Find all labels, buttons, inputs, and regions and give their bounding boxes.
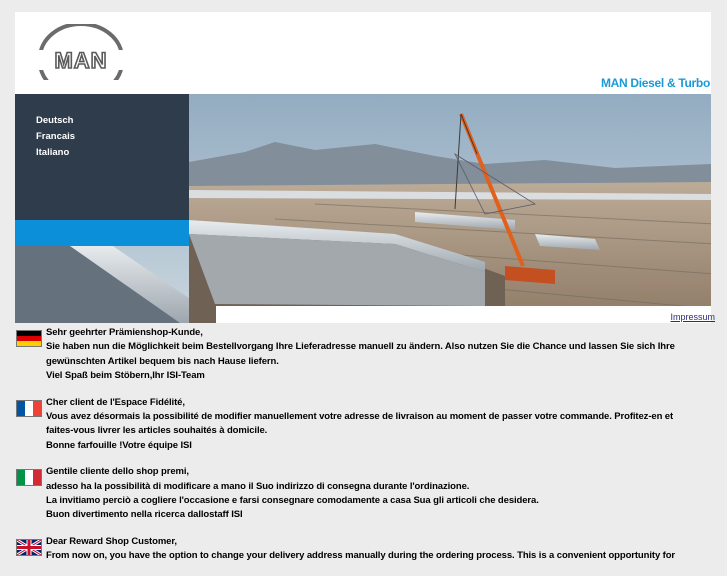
message-line: Dear Reward Shop Customer,: [46, 535, 177, 547]
language-item-italiano[interactable]: Italiano: [36, 147, 70, 158]
message-line: Sie haben nun die Möglichkeit beim Bestellvorgang Ihre Lieferadresse manuell zu ändern. Also nutzen Sie die Chance und lassen Sie sich Ihre: [46, 341, 675, 353]
uk-flag-icon: [16, 539, 42, 556]
message-line: faites-vous livrer les articles souhaités à domicile.: [46, 425, 268, 437]
message-french: [15, 396, 715, 454]
impressum-link[interactable]: Impressum: [670, 312, 715, 322]
message-line: Gentile cliente dello shop premi,: [46, 466, 189, 478]
language-item-deutsch[interactable]: Deutsch: [36, 115, 74, 126]
man-logo-icon: [35, 24, 127, 80]
message-italian: [15, 465, 715, 523]
language-menu: [15, 94, 189, 220]
accent-bar: [15, 220, 189, 246]
message-line: Vous avez désormais la possibilité de modifier manuellement votre adresse de livraison au moment de passer votre commande. Profitez-en et: [46, 411, 674, 423]
message-line: Buon divertimento nella ricerca dallostaff ISI: [46, 509, 243, 521]
message-line: From now on, you have the option to change your delivery address manually during the ordering process. This is a convenient opportunity for: [46, 550, 676, 562]
page-header: [15, 12, 711, 94]
brand-name: MAN Diesel & Turbo: [600, 76, 710, 90]
message-line: gewünschten Artikel bequem bis nach Hause liefern.: [46, 355, 279, 367]
message-english: [15, 535, 715, 564]
italy-flag-icon: [16, 469, 42, 486]
logo-text: MAN: [54, 48, 108, 73]
message-line: adesso ha la possibilità di modificare a mano il Suo indirizzo di consegna durante l'ordinazione.: [46, 480, 470, 492]
germany-flag-icon: [16, 330, 42, 347]
hero-image: [15, 94, 711, 323]
message-line: Sehr geehrter Prämienshop-Kunde,: [46, 327, 203, 338]
message-line: La invitiamo perciò a cogliere l'occasione e farsi consegnare comodamente a casa Sua gli articoli che desidera.: [46, 495, 539, 507]
message-german: [15, 326, 715, 384]
footer-strip: [216, 306, 711, 323]
message-line: Bonne farfouille !Votre équipe ISI: [46, 439, 192, 451]
message-list: [15, 326, 715, 576]
language-item-francais[interactable]: Francais: [36, 131, 76, 142]
france-flag-icon: [16, 400, 42, 417]
message-line: Cher client de l'Espace Fidélité,: [46, 396, 185, 408]
message-line: Viel Spaß beim Stöbern,Ihr ISI-Team: [46, 370, 205, 382]
